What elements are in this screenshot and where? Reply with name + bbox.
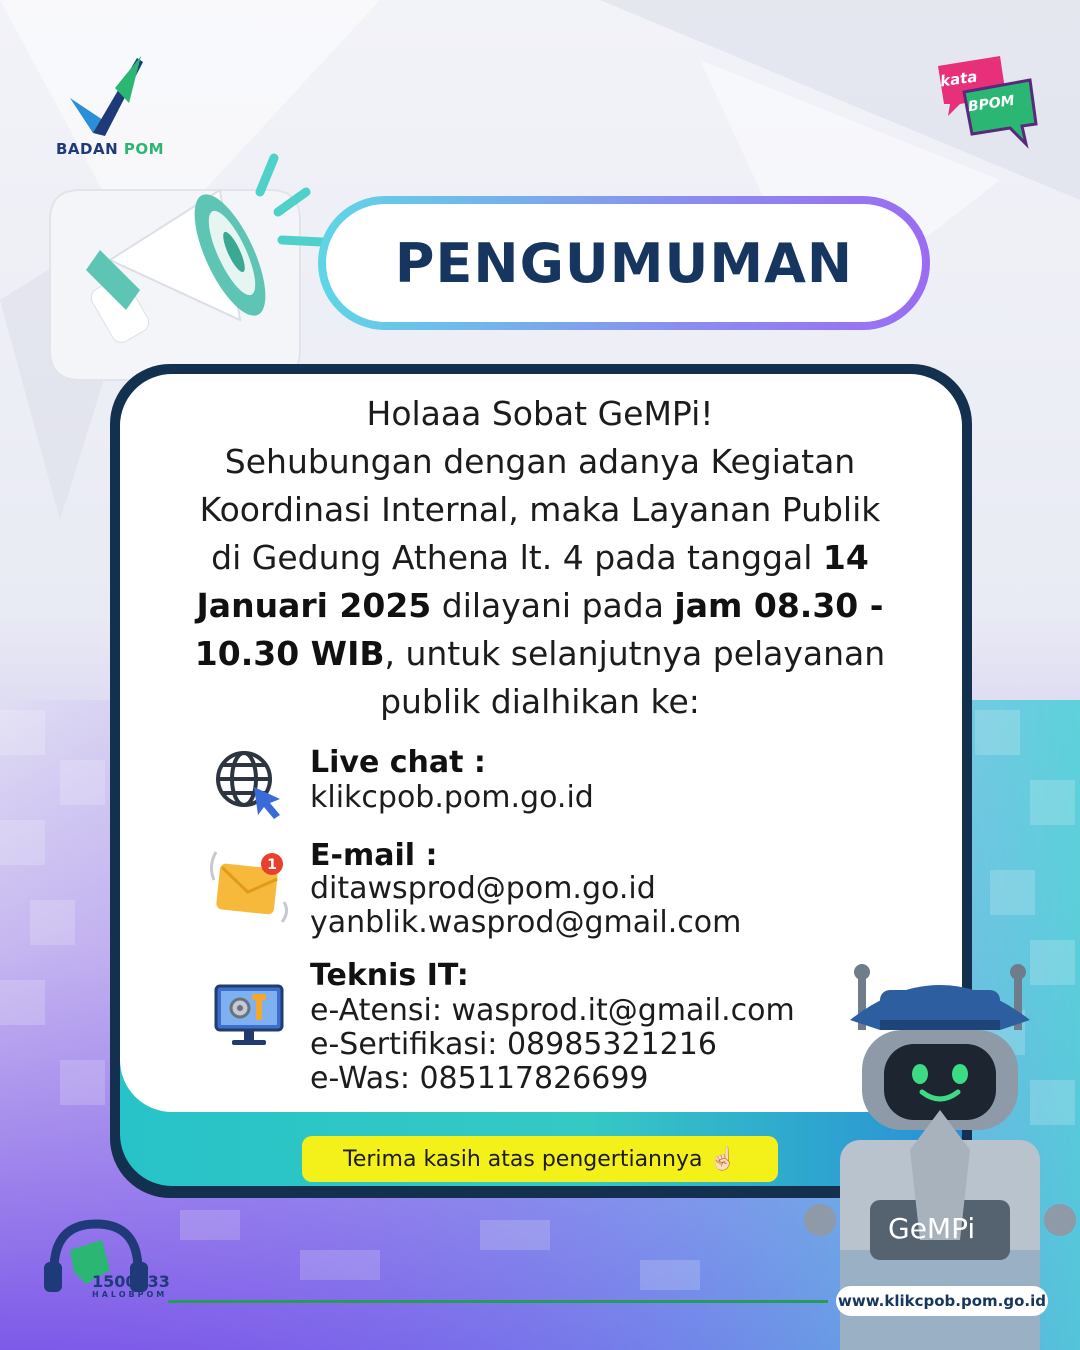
page-title: PENGUMUMAN xyxy=(394,231,854,295)
intro-line-5: 10.30 WIB, untuk selanjutnya pelayanan xyxy=(194,634,886,673)
contact-livechat xyxy=(210,745,850,825)
it-was[interactable]: e-Was: 085117826699 xyxy=(310,1061,649,1096)
contact-it xyxy=(210,958,850,1098)
badan-pom-check-icon xyxy=(45,48,175,143)
email-address-2[interactable]: yanblik.wasprod@gmail.com xyxy=(310,905,742,940)
email-heading: E-mail : xyxy=(310,838,438,873)
intro-line-2: Koordinasi Internal, maka Layanan Publik xyxy=(199,490,881,529)
bpom-text: BPOM xyxy=(967,92,1016,116)
badan-pom-logo: BADAN POM xyxy=(45,48,175,168)
halo-bpom-logo xyxy=(40,1210,180,1310)
website-url[interactable]: www.klikcpob.pom.go.id xyxy=(836,1286,1048,1316)
halo-label: HALOBPOM xyxy=(92,1290,168,1299)
intro-line-4: Januari 2025 dilayani pada jam 08.30 - xyxy=(196,586,884,625)
it-atensi[interactable]: e-Atensi: wasprod.it@gmail.com xyxy=(310,993,795,1028)
announcement-text xyxy=(160,390,920,726)
monitor-gear-icon xyxy=(214,984,284,1048)
title-pill xyxy=(318,196,930,330)
footer-divider xyxy=(168,1300,828,1303)
greeting: Holaaa Sobat GeMPi! xyxy=(366,394,714,433)
kata-text: kata xyxy=(938,67,979,91)
thanks-banner: Terima kasih atas pengertiannya ☝🏻 xyxy=(302,1136,778,1182)
kata-bpom-logo xyxy=(930,48,1040,153)
intro-line-6: publik dialhikan ke: xyxy=(380,682,700,721)
livechat-heading: Live chat : xyxy=(310,745,486,780)
gempi-label: GeMPi xyxy=(888,1212,976,1245)
email-badge: 1 xyxy=(267,857,277,873)
envelope-icon xyxy=(210,846,290,926)
halo-number: 1500533 xyxy=(92,1272,170,1291)
livechat-url[interactable]: klikcpob.pom.go.id xyxy=(310,780,594,815)
intro-line-1: Sehubungan dengan adanya Kegiatan xyxy=(224,442,856,481)
it-sertifikasi[interactable]: e-Sertifikasi: 08985321216 xyxy=(310,1027,717,1062)
intro-line-3: di Gedung Athena lt. 4 pada tanggal 14 xyxy=(211,538,869,577)
it-heading: Teknis IT: xyxy=(310,958,469,993)
email-address-1[interactable]: ditawsprod@pom.go.id xyxy=(310,871,656,906)
contact-email xyxy=(210,838,850,948)
globe-cursor-icon xyxy=(210,745,290,825)
